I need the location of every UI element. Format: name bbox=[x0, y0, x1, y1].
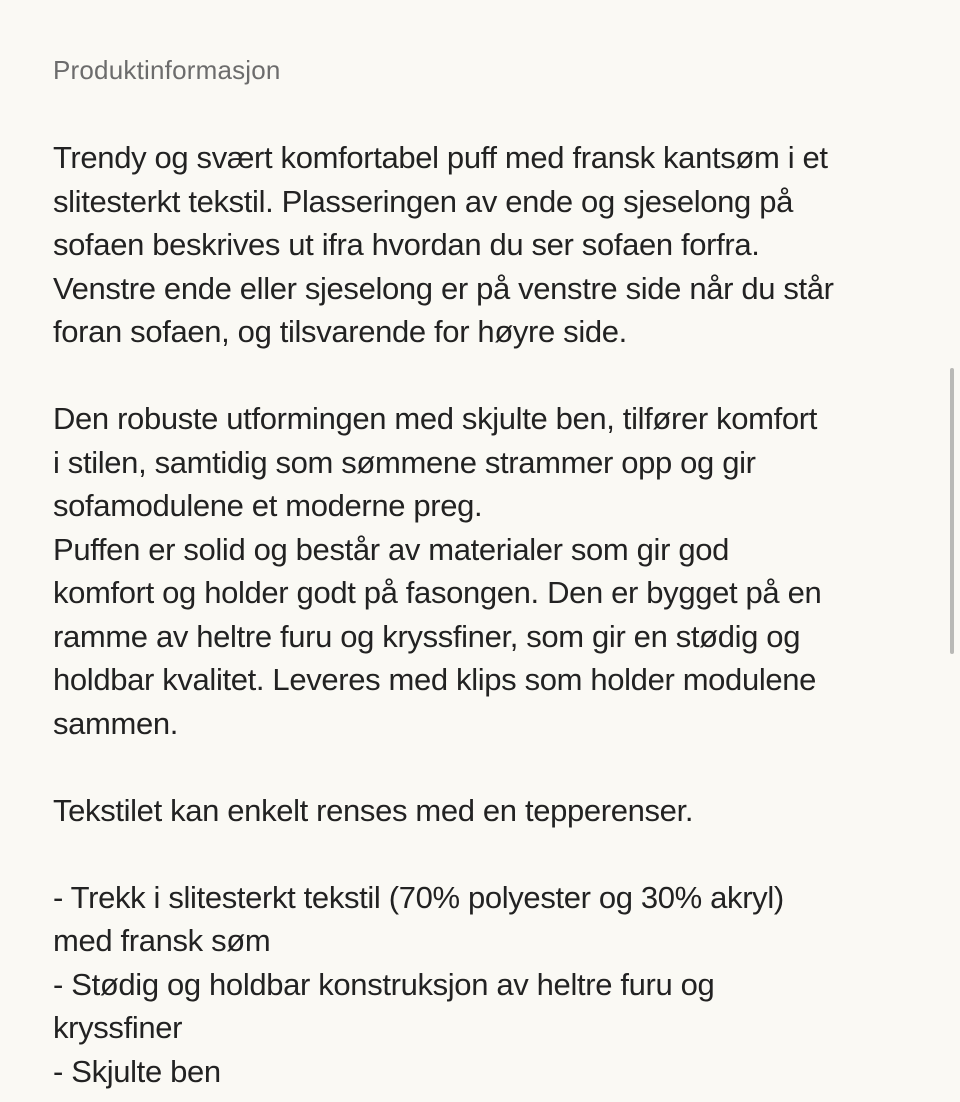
description-paragraph-2: Den robuste utformingen med skjulte ben, tilfører komfort i stilen, samtidig som sømmene strammer opp og gir sofamodulene et moderne preg. Puffen er solid og består av materialer som gir god komfort og holder godt på fasongen. Den er bygget på en ramme av heltre furu og kryssfiner, som gir en stødig og holdbar kvalitet. Leveres med klips som holder modulene sammen. bbox=[53, 401, 822, 741]
feature-list bbox=[53, 876, 933, 1094]
feature-item-fabric: - Trekk i slitesterkt tekstil (70% polyester og 30% akryl) med fransk søm bbox=[53, 879, 784, 958]
description-paragraph-3: Tekstilet kan enkelt renses med en tepperenser. bbox=[53, 792, 694, 828]
description-paragraph-1: Trendy og svært komfortabel puff med fransk kantsøm i et slitesterkt tekstil. Plasseringen av ende og sjeselong på sofaen beskrives ut ifra hvordan du ser sofaen forfra. Venstre ende eller sjeselong er på venstre side når du står foran sofaen, og tilsvarende for høyre side. bbox=[53, 140, 834, 349]
feature-item-legs: - Skjulte ben bbox=[53, 1053, 221, 1089]
section-heading: Produktinformasjon bbox=[53, 55, 281, 85]
product-info-section bbox=[53, 48, 933, 1093]
feature-item-construction: - Stødig og holdbar konstruksjon av heltre furu og kryssfiner bbox=[53, 966, 715, 1045]
spacer bbox=[53, 832, 933, 876]
spacer bbox=[53, 745, 933, 789]
spacer bbox=[53, 92, 933, 136]
scrollbar-thumb[interactable] bbox=[950, 368, 954, 654]
spacer bbox=[53, 354, 933, 398]
